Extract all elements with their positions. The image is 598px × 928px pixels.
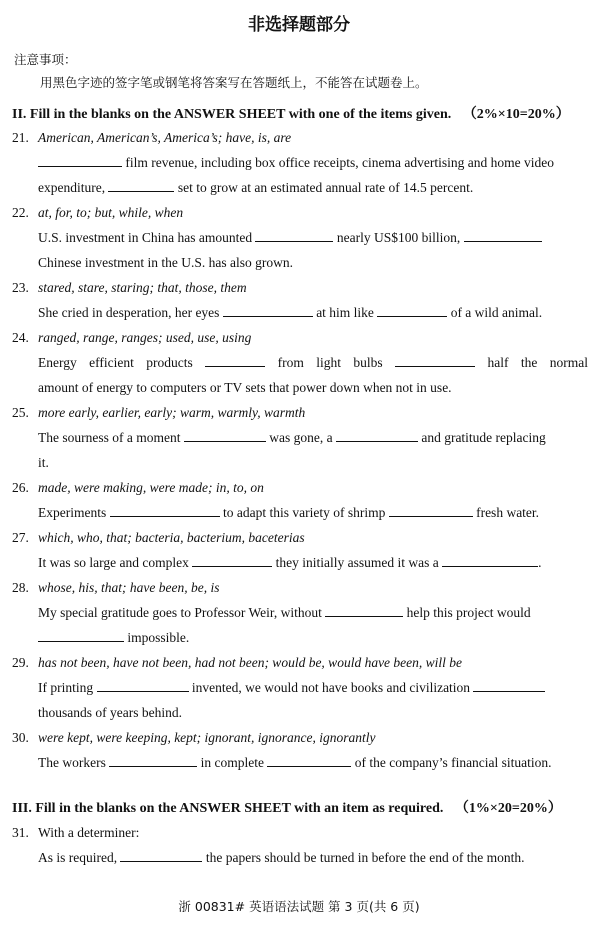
question-text: amount of energy to computers or TV sets that power down when not in use. (38, 380, 452, 395)
answer-blank (108, 180, 174, 192)
question-text: She cried in desperation, her eyes (38, 305, 220, 320)
section-3-heading (12, 797, 562, 817)
question-text: My special gratitude goes to Professor Weir, without (38, 605, 322, 620)
notes-heading: 注意事项： (14, 52, 77, 67)
question-line (38, 555, 588, 571)
question-number: 25. (12, 405, 29, 420)
question-number: 21. (12, 130, 29, 145)
question-text: It was so large and complex (38, 555, 189, 570)
answer-blank (377, 305, 447, 317)
question-text: was gone, a (269, 430, 333, 445)
answer-blank (389, 505, 473, 517)
question-text: U.S. investment in China has amounted (38, 230, 253, 245)
answer-blank (109, 755, 197, 767)
question-text: at him like (316, 305, 374, 320)
question-text: nearly US$100 billion, (336, 230, 461, 245)
question-text: As is required, (38, 850, 118, 865)
question-options: which, who, that; bacteria, bacterium, baceterias (38, 530, 305, 545)
question-line (38, 180, 588, 196)
question-text: set to grow at an estimated annual rate of 14.5 percent. (177, 180, 474, 195)
question-text: The sourness of a moment (38, 430, 181, 445)
question-line (38, 505, 588, 521)
section-2-title: II. Fill in the blanks on the ANSWER SHEET with one of the items given. (12, 107, 452, 122)
question-text: they initially assumed it was a (275, 555, 439, 570)
question-options: made, were making, were made; in, to, on (38, 480, 264, 495)
question-options: whose, his, that; have been, be, is (38, 580, 220, 595)
question-text: to adapt this variety of shrimp (222, 505, 386, 520)
page-footer: 浙 00831# 英语语法试题 第 3 页(共 6 页) (178, 899, 420, 914)
section-3-score: （1%×20=20%） (454, 801, 562, 816)
question-number: 28. (12, 580, 29, 595)
question-text: Chinese investment in the U.S. has also grown. (38, 255, 293, 270)
answer-blank (192, 555, 272, 567)
question-number: 27. (12, 530, 29, 545)
question-line (38, 755, 588, 771)
question-number: 23. (12, 280, 29, 295)
question-text: help this project would (406, 605, 531, 620)
answer-blank (38, 630, 124, 642)
question-number: 26. (12, 480, 29, 495)
section-3-title: III. Fill in the blanks on the ANSWER SHEET with an item as required. (12, 801, 444, 816)
section-2-score: （2%×10=20%） (462, 107, 570, 122)
answer-blank (223, 305, 313, 317)
question-text: the papers should be turned in before the end of the month. (205, 850, 525, 865)
question-line (38, 455, 588, 471)
question-text: half the normal (487, 355, 588, 370)
answer-blank (395, 355, 475, 367)
question-line (38, 630, 588, 646)
answer-blank (464, 230, 542, 242)
notes-text: 用黑色字迹的签字笔或钢笔将答案写在答题纸上，不能答在试题卷上。 (40, 75, 428, 90)
question-prompt: With a determiner: (38, 825, 140, 840)
question-options: more early, earlier, early; warm, warmly, warmth (38, 405, 306, 420)
answer-blank (38, 155, 122, 167)
question-number: 22. (12, 205, 29, 220)
question-text: invented, we would not have books and civilization (191, 680, 471, 695)
question-options: stared, stare, staring; that, those, them (38, 280, 247, 295)
question-line (38, 230, 588, 246)
answer-blank (473, 680, 545, 692)
question-line (38, 155, 588, 171)
answer-blank (184, 430, 266, 442)
question-options: were kept, were keeping, kept; ignorant, ignorance, ignorantly (38, 730, 376, 745)
question-line (38, 605, 588, 621)
question-text: film revenue, including box office receipts, cinema advertising and home video (125, 155, 554, 170)
page-title: 非选择题部分 (248, 15, 350, 35)
question-text: fresh water. (476, 505, 540, 520)
section-2-heading (12, 103, 570, 123)
question-text: . (538, 555, 542, 570)
question-options: American, American’s, America’s; have, is, are (38, 130, 292, 145)
answer-blank (120, 850, 202, 862)
question-text: it. (38, 455, 49, 470)
question-line (38, 255, 588, 271)
answer-blank (442, 555, 538, 567)
question-line (38, 680, 588, 696)
question-options: ranged, range, ranges; used, use, using (38, 330, 252, 345)
question-text: thousands of years behind. (38, 705, 182, 720)
question-number: 31. (12, 825, 29, 840)
question-line (38, 380, 588, 396)
question-line (38, 430, 588, 446)
answer-blank (255, 230, 333, 242)
question-text: impossible. (127, 630, 190, 645)
question-line (38, 355, 588, 371)
answer-blank (97, 680, 189, 692)
answer-blank (267, 755, 351, 767)
question-text: expenditure, (38, 180, 106, 195)
answer-blank (325, 605, 403, 617)
question-text: of the company’s financial situation. (354, 755, 552, 770)
question-options: has not been, have not been, had not been; would be, would have been, will be (38, 655, 463, 670)
question-text: of a wild animal. (450, 305, 543, 320)
question-text: If printing (38, 680, 94, 695)
question-line (38, 705, 588, 721)
question-number: 30. (12, 730, 29, 745)
answer-blank (205, 355, 265, 367)
question-line (38, 305, 588, 321)
question-number: 29. (12, 655, 29, 670)
question-line (38, 850, 588, 866)
answer-blank (110, 505, 220, 517)
answer-blank (336, 430, 418, 442)
question-text: Energy efficient products (38, 355, 193, 370)
question-number: 24. (12, 330, 29, 345)
question-text: Experiments (38, 505, 107, 520)
question-options: at, for, to; but, while, when (38, 205, 184, 220)
question-text: from light bulbs (277, 355, 383, 370)
question-text: and gratitude replacing (421, 430, 546, 445)
question-text: in complete (200, 755, 264, 770)
question-text: The workers (38, 755, 106, 770)
